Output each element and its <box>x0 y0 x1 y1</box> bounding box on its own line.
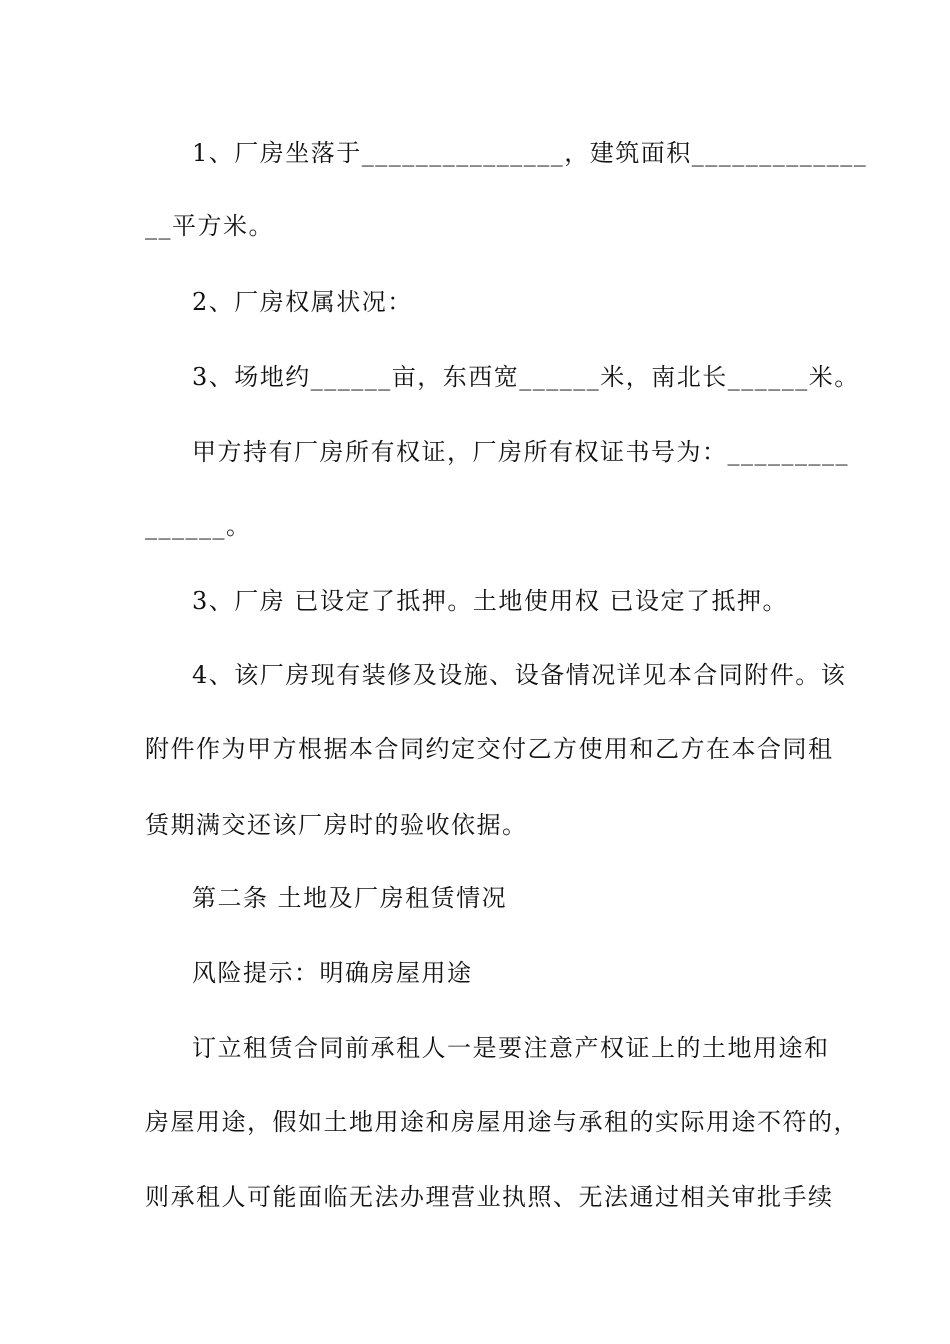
text-line: __平方米。 <box>145 212 274 240</box>
text-line: 赁期满交还该厂房时的验收依据。 <box>145 811 528 839</box>
text-line: 房屋用途，假如土地用途和房屋用途与承租的实际用途不符的， <box>145 1108 859 1136</box>
text-line: ______。 <box>145 512 252 540</box>
text-line: 4、该厂房现有装修及设施、设备情况详见本合同附件。该 <box>192 661 847 689</box>
text-line: 则承租人可能面临无法办理营业执照、无法通过相关审批手续 <box>145 1183 834 1211</box>
section-heading: 第二条 土地及厂房租赁情况 <box>192 884 508 912</box>
text-line: 3、场地约______亩，东西宽______米，南北长______米。 <box>192 363 860 391</box>
text-line: 甲方持有厂房所有权证，厂房所有权证书号为：_________ <box>192 438 849 466</box>
text-line: 2、厂房权属状况： <box>192 288 413 316</box>
risk-note-heading: 风险提示：明确房屋用途 <box>192 959 473 987</box>
text-line: 3、厂房 已设定了抵押。土地使用权 已设定了抵押。 <box>192 587 789 615</box>
text-line: 1、厂房坐落于_______________，建筑面积_____________ <box>192 139 868 167</box>
text-line: 订立租赁合同前承租人一是要注意产权证上的土地用途和 <box>192 1034 830 1062</box>
text-line: 附件作为甲方根据本合同约定交付乙方使用和乙方在本合同租 <box>145 735 834 763</box>
